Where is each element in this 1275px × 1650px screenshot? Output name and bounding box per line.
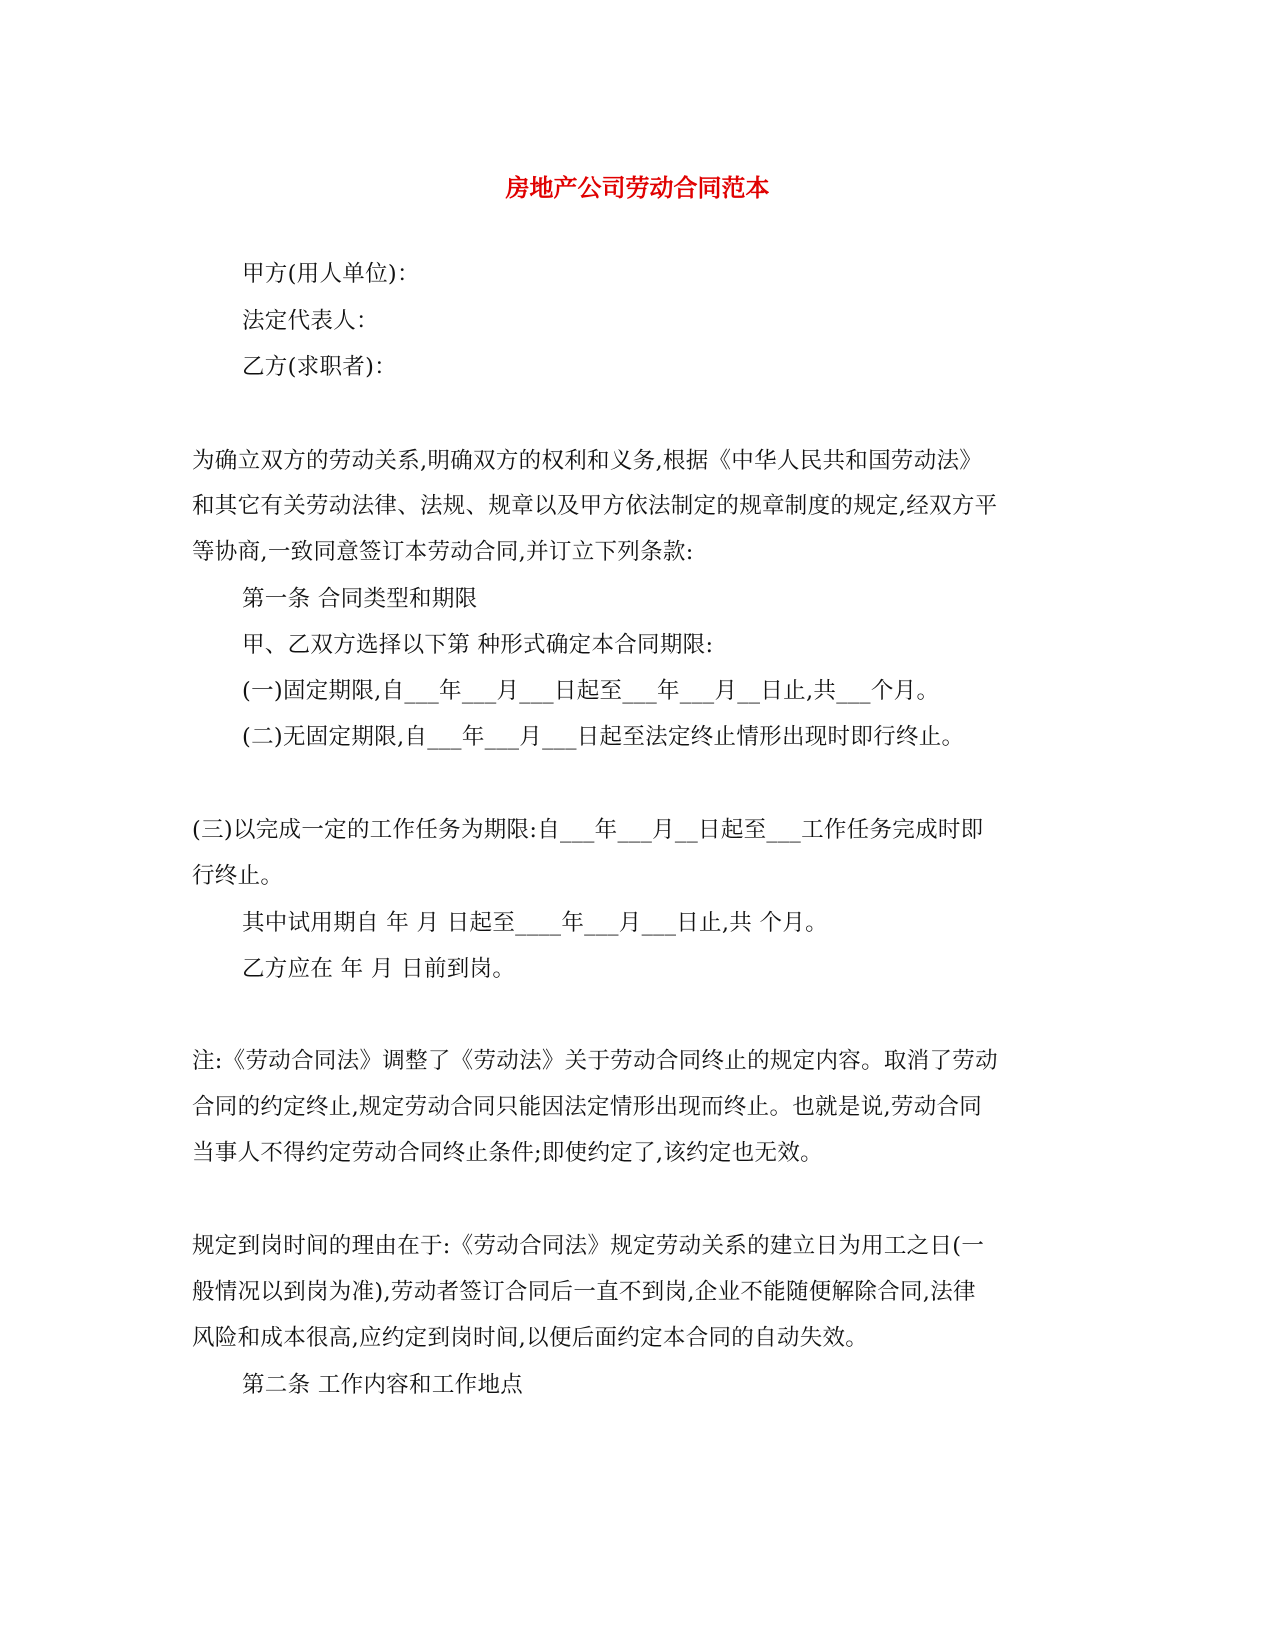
- note-line: 合同的约定终止,规定劳动合同只能因法定情形出现而终止。也就是说,劳动合同: [192, 1094, 983, 1120]
- article-1-intro: 甲、乙双方选择以下第 种形式确定本合同期限:: [242, 632, 714, 658]
- term-option-task: (三)以完成一定的工作任务为期限:自___年___月__日起至___工作任务完成时即: [192, 817, 984, 843]
- note-line: 当事人不得约定劳动合同终止条件;即使约定了,该约定也无效。: [192, 1140, 823, 1166]
- reason-line: 规定到岗时间的理由在于:《劳动合同法》规定劳动关系的建立日为用工之日(一: [192, 1233, 985, 1259]
- term-option-open: (二)无固定期限,自___年___月___日起至法定终止情形出现时即行终止。: [242, 724, 965, 750]
- document-title: 房地产公司劳动合同范本: [505, 173, 770, 202]
- preamble-line: 和其它有关劳动法律、法规、规章以及甲方依法制定的规章制度的规定,经双方平: [192, 493, 998, 519]
- article-2-heading: 第二条 工作内容和工作地点: [242, 1372, 524, 1398]
- report-date-line: 乙方应在 年 月 日前到岗。: [242, 956, 516, 982]
- party-a-label: 甲方(用人单位)：: [242, 261, 420, 287]
- preamble-line: 等协商,一致同意签订本劳动合同,并订立下列条款:: [192, 539, 694, 565]
- term-option-fixed: (一)固定期限,自___年___月___日起至___年___月__日止,共___个月。: [242, 678, 940, 704]
- note-line: 注:《劳动合同法》调整了《劳动法》关于劳动合同终止的规定内容。取消了劳动: [192, 1048, 998, 1074]
- preamble-line: 为确立双方的劳动关系,明确双方的权利和义务,根据《中华人民共和国劳动法》: [192, 448, 983, 474]
- term-option-task: 行终止。: [192, 863, 284, 889]
- reason-line: 风险和成本很高,应约定到岗时间,以便后面约定本合同的自动失效。: [192, 1325, 869, 1351]
- reason-line: 般情况以到岗为准),劳动者签订合同后一直不到岗,企业不能随便解除合同,法律: [192, 1279, 976, 1305]
- probation-line: 其中试用期自 年 月 日起至____年___月___日止,共 个月。: [242, 910, 828, 936]
- party-b-label: 乙方(求职者)：: [242, 354, 397, 380]
- legal-rep-label: 法定代表人：: [242, 308, 379, 334]
- article-1-heading: 第一条 合同类型和期限: [242, 586, 478, 612]
